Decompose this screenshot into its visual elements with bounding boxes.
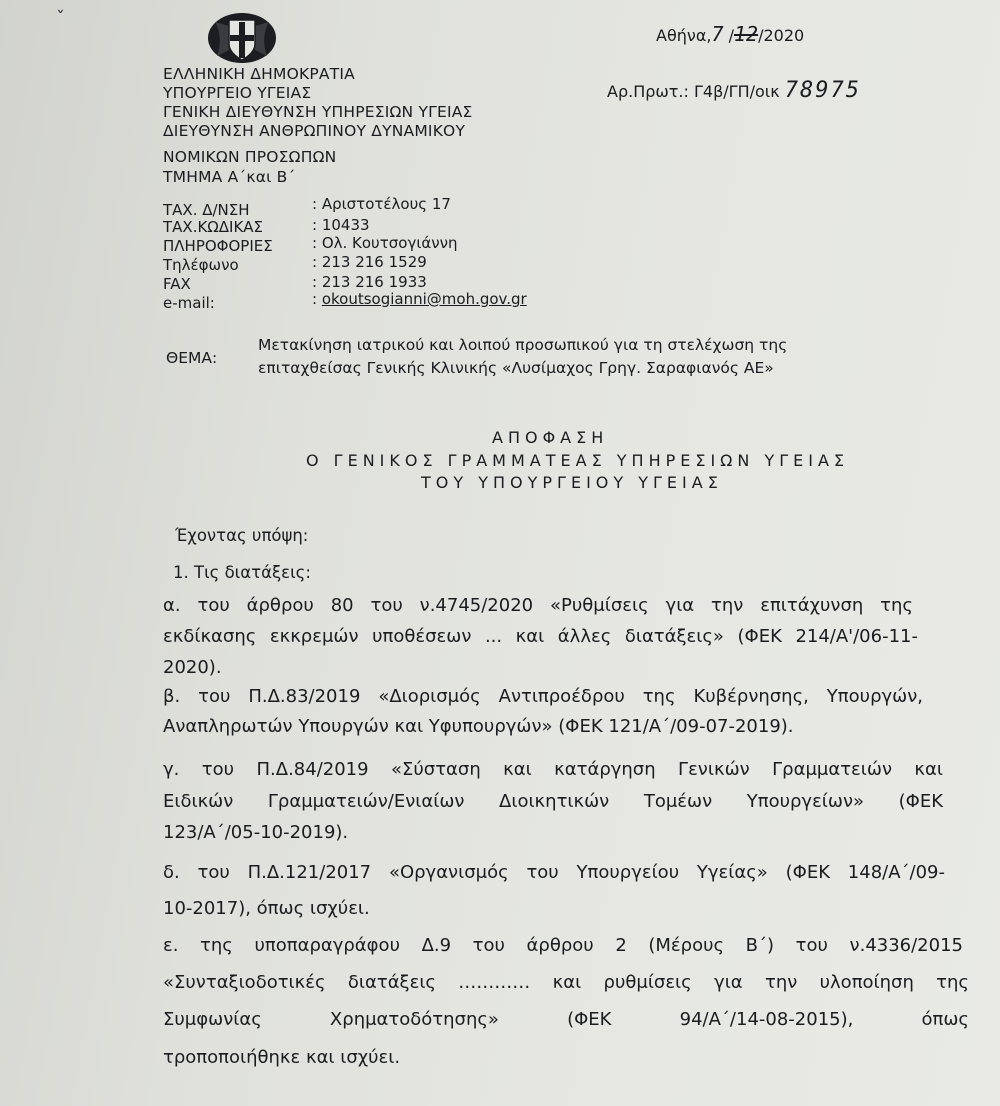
date-sep2: /	[758, 26, 764, 45]
body-line-a3: 2020).	[163, 657, 222, 678]
fax-label: FAX	[163, 275, 191, 293]
fax-value: : 213 216 1933	[312, 273, 427, 291]
body-line-a2: εκδίκασης εκκρεμών υποθέσεων ... και άλλες διατάξεις» (ΦΕΚ 214/Α'/06-11-	[163, 626, 918, 647]
email-value	[312, 292, 527, 307]
email-link[interactable]: okoutsogianni@moh.gov.gr	[321, 290, 527, 308]
header-line-directorate: ΔΙΕΥΘΥΝΣΗ ΑΝΘΡΩΠΙΝΟΥ ΔΥΝΑΜΙΚΟΥ	[163, 122, 466, 140]
address-value: : Αριστοτέλους 17	[312, 195, 451, 213]
body-line-c3: 123/Α΄/05-10-2019).	[163, 822, 349, 843]
body-line-d2: 10-2017), όπως ισχύει.	[163, 898, 370, 919]
subject-label: ΘΕΜΑ:	[166, 349, 218, 367]
margin-mark: ˇ	[56, 8, 65, 29]
body-line-b1: β. του Π.Δ.83/2019 «Διορισμός Αντιπροέδρου της Κυβέρνησης, Υπουργών,	[163, 686, 923, 707]
greek-coat-of-arms-icon	[205, 10, 279, 66]
date-prefix: Αθήνα,	[656, 26, 712, 45]
body-line-e3: Συμφωνίας Χρηματοδότησης» (ΦΕΚ 94/Α΄/14-08-2015), όπως	[163, 1009, 969, 1030]
body-line-a1: α. του άρθρου 80 του ν.4745/2020 «Ρυθμίσεις για την επιτάχυνση της	[163, 595, 913, 616]
body-line-e1: ε. της υποπαραγράφου Δ.9 του άρθρου 2 (Μέρους Β΄) του ν.4336/2015	[163, 935, 963, 956]
header-line-legal-entities: ΝΟΜΙΚΩΝ ΠΡΟΣΩΠΩΝ	[163, 148, 337, 166]
protocol-number	[607, 80, 861, 102]
information-label: ΠΛΗΡΟΦΟΡΙΕΣ	[163, 237, 273, 255]
body-line-c1: γ. του Π.Δ.84/2019 «Σύσταση και κατάργηση Γενικών Γραμματειών και	[163, 759, 943, 780]
header-line-republic: ΕΛΛΗΝΙΚΗ ΔΗΜΟΚΡΑΤΙΑ	[163, 65, 355, 83]
postal-code-label: ΤΑΧ.ΚΩΔΙΚΑΣ	[163, 218, 264, 236]
header-line-department: ΤΜΗΜΑ Α΄και Β΄	[163, 168, 296, 186]
date-day-handwritten: 7	[711, 22, 724, 46]
protocol-number-handwritten: 78975	[784, 78, 861, 103]
subject-line-2: επιταχθείσας Γενικής Κλινικής «Λυσίμαχος Γρηγ. Σαραφιανός ΑΕ»	[258, 359, 774, 377]
body-line-d1: δ. του Π.Δ.121/2017 «Οργανισμός του Υπουργείου Υγείας» (ΦΕΚ 148/Α΄/09-	[163, 862, 945, 883]
subject-line-1: Μετακίνηση ιατρικού και λοιπού προσωπικού για τη στελέχωση της	[258, 336, 788, 354]
date-month-handwritten: 12	[733, 22, 759, 46]
postal-code-value: : 10433	[312, 216, 370, 234]
phone-value: : 213 216 1529	[312, 253, 427, 271]
address-label: ΤΑΧ. Δ/ΝΣΗ	[163, 201, 250, 219]
issuer-title: Ο ΓΕΝΙΚΟΣ ΓΡΑΜΜΑΤΕΑΣ ΥΠΗΡΕΣΙΩΝ ΥΓΕΙΑΣ	[306, 451, 850, 470]
email-label: e-mail:	[163, 294, 215, 312]
document-date	[656, 24, 804, 44]
decision-title: ΑΠΟΦΑΣΗ	[492, 428, 609, 447]
considering-heading: Έχοντας υπόψη:	[175, 526, 309, 545]
protocol-label: Αρ.Πρωτ.: Γ4β/ΓΠ/οικ	[607, 82, 780, 101]
header-line-general-directorate: ΓΕΝΙΚΗ ΔΙΕΥΘΥΝΣΗ ΥΠΗΡΕΣΙΩΝ ΥΓΕΙΑΣ	[163, 103, 473, 121]
header-line-ministry: ΥΠΟΥΡΓΕΙΟ ΥΓΕΙΑΣ	[163, 84, 312, 102]
provisions-heading: 1. Τις διατάξεις:	[173, 563, 311, 582]
information-value: : Ολ. Κουτσογιάννη	[312, 234, 458, 252]
body-line-c2: Ειδικών Γραμματειών/Ενιαίων Διοικητικών Τομέων Υπουργείων» (ΦΕΚ	[163, 791, 943, 812]
date-sep1: /	[723, 26, 734, 45]
email-prefix: :	[312, 290, 322, 308]
issuer-ministry: ΤΟΥ ΥΠΟΥΡΓΕΙΟΥ ΥΓΕΙΑΣ	[421, 473, 723, 492]
body-line-e2: «Συνταξιοδοτικές διατάξεις ………… και ρυθμίσεις για την υλοποίηση της	[163, 972, 969, 993]
body-line-e4: τροποποιήθηκε και ισχύει.	[163, 1047, 401, 1068]
date-year: 2020	[763, 26, 805, 45]
body-line-b2: Αναπληρωτών Υπουργών και Υφυπουργών» (ΦΕΚ 121/Α΄/09-07-2019).	[163, 716, 794, 737]
phone-label: Τηλέφωνο	[163, 256, 239, 274]
